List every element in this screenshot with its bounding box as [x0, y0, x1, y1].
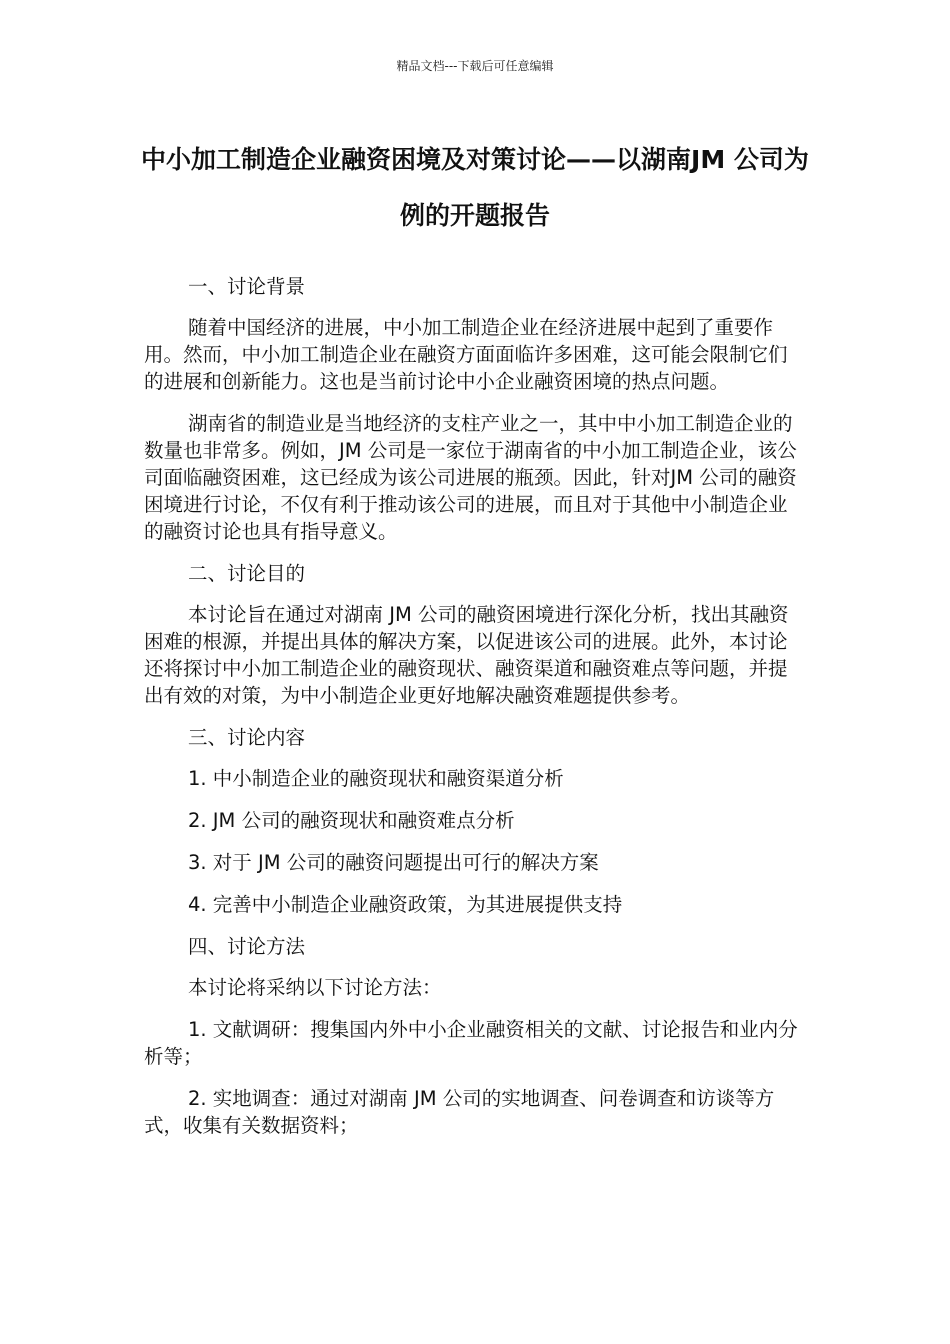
section-heading-content: 三、讨论内容 — [188, 726, 306, 749]
paragraph-background-2: 湖南省的制造业是当地经济的支柱产业之一，其中中小加工制造企业的数量也非常多。例如，JM 公司是一家位于湖南省的中小加工制造企业，该公司面临融资困难，这已经成为该公司进展的瓶颈。因此，针对JM 公司的融资困境进行讨论，不仅有利于推动该公司的进展，而且对于其他中小制造企业的融资讨论也具有指导意义。 — [144, 412, 797, 543]
content-item-1: 1. 中小制造企业的融资现状和融资渠道分析 — [188, 767, 564, 790]
method-item-1: 1. 文献调研：搜集国内外中小企业融资相关的文献、讨论报告和业内分析等； — [144, 1018, 798, 1068]
method-item-2: 2. 实地调查：通过对湖南 JM 公司的实地调查、问卷调查和访谈等方式，收集有关数据资料； — [144, 1087, 775, 1137]
section-heading-background: 一、讨论背景 — [188, 275, 306, 298]
content-item-2: 2. JM 公司的融资现状和融资难点分析 — [188, 809, 515, 832]
section-heading-methods: 四、讨论方法 — [188, 935, 306, 958]
content-item-3: 3. 对于 JM 公司的融资问题提出可行的解决方案 — [188, 851, 599, 874]
content-item-4: 4. 完善中小制造企业融资政策，为其进展提供支持 — [188, 893, 623, 916]
document-body — [144, 273, 806, 1154]
paragraph-background-1: 随着中国经济的进展，中小加工制造企业在经济进展中起到了重要作用。然而，中小加工制造企业在融资方面面临许多困难，这可能会限制它们的进展和创新能力。这也是当前讨论中小企业融资困境的热点问题。 — [144, 316, 788, 393]
paragraph-purpose: 本讨论旨在通过对湖南 JM 公司的融资困境进行深化分析，找出其融资困难的根源，并提出具体的解决方案，以促进该公司的进展。此外，本讨论还将探讨中小加工制造企业的融资现状、融资渠道和融资难点等问题，并提出有效的对策，为中小制造企业更好地解决融资难题提供参考。 — [144, 603, 789, 707]
paragraph-methods-intro: 本讨论将采纳以下讨论方法： — [188, 976, 442, 999]
document-title: 中小加工制造企业融资困境及对策讨论——以湖南JM 公司为例的开题报告 — [141, 145, 809, 230]
section-heading-purpose: 二、讨论目的 — [188, 562, 306, 585]
header-note: 精品文档---下载后可任意编辑 — [396, 59, 554, 73]
